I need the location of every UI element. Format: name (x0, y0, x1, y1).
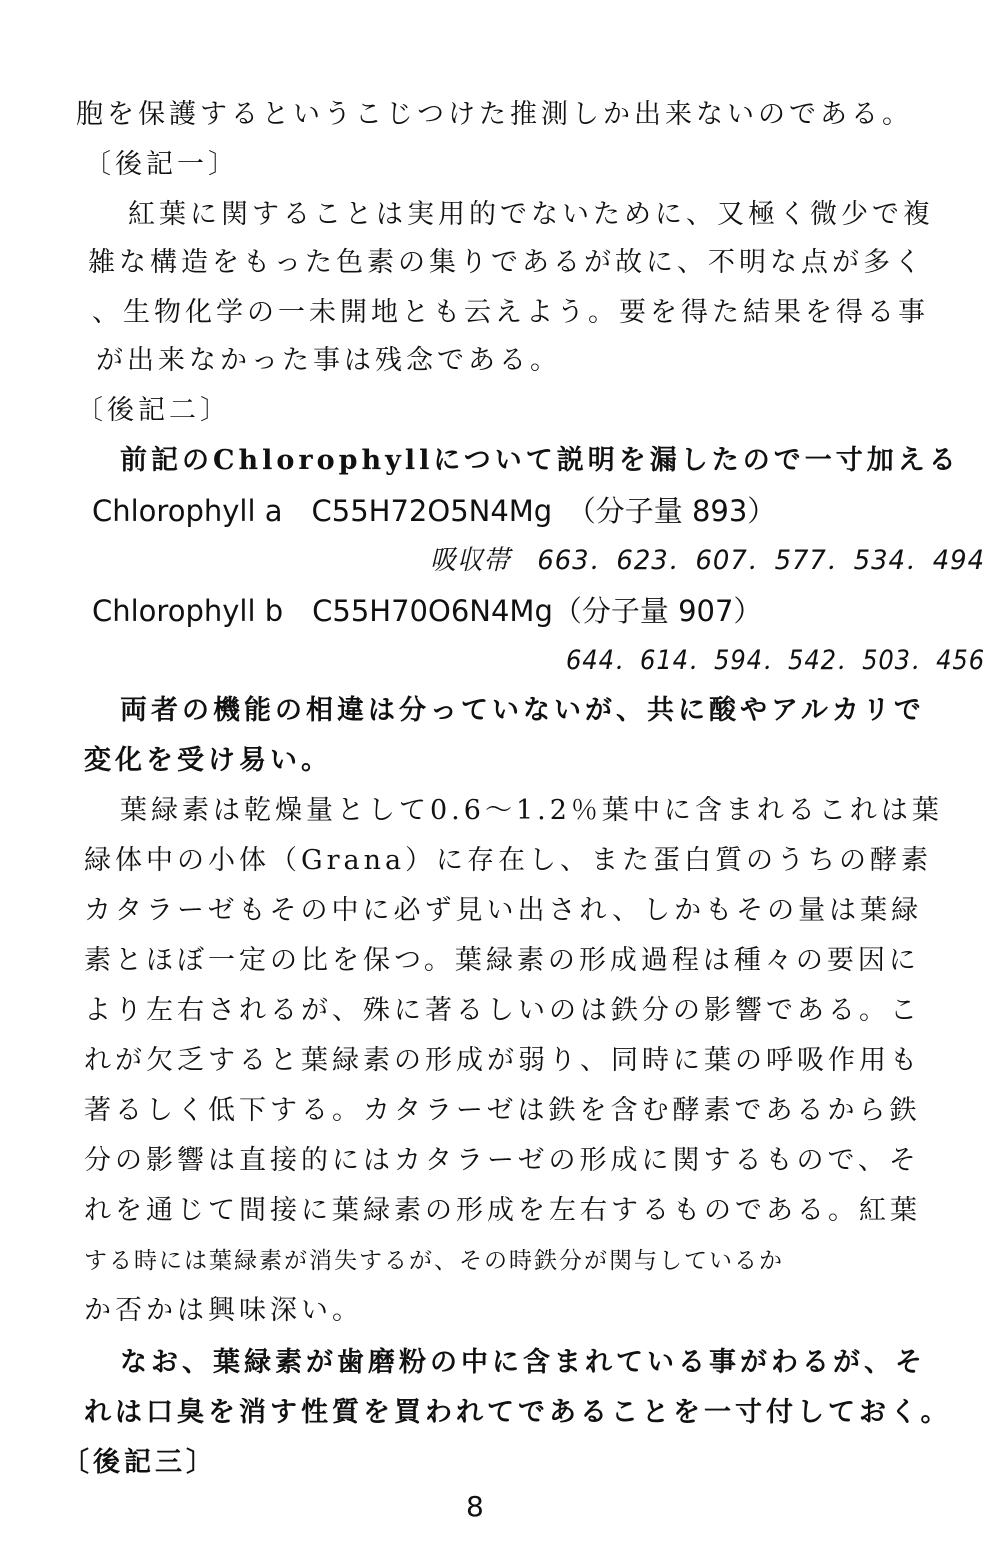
text-line-4: 雑な構造をもった色素の集りであるが故に、不明な点が多く (88, 247, 925, 278)
text-line-23: れを通じて間接に葉緑素の形成を左右するものである。紅葉 (84, 1195, 921, 1226)
text-line-8: 前記のChlorophyllについて説明を漏したので一寸加える (120, 445, 960, 476)
text-line-5: 、生物化学の一未開地とも云えよう。要を得た結果を得る事 (92, 297, 929, 328)
text-line-24: する時には葉緑素が消失するが、その時鉄分が関与しているか (84, 1248, 784, 1274)
text-line-16: 緑体中の小体（Grana）に存在し、また蛋白質のうちの酵素 (84, 845, 933, 876)
section-heading-postscript-2: 〔後記二〕 (76, 395, 231, 426)
chlorophyll-a-formula: Chlorophyll a C55H72O5N4Mg （分子量 893） (92, 494, 777, 528)
section-heading-postscript-1: 〔後記一〕 (84, 149, 239, 180)
text-line-18: 素とほぼ一定の比を保つ。葉緑素の形成過程は種々の要因に (84, 945, 920, 976)
page-number: 8 (466, 1490, 484, 1523)
absorption-band-b: 644．614．594．542．503．456 (566, 645, 985, 676)
text-line-17: カタラーゼもその中に必ず見い出され、しかもその量は葉緑 (84, 895, 923, 926)
chlorophyll-b-formula: Chlorophyll b C55H70O6N4Mg（分子量 907） (92, 594, 763, 628)
text-line-21: 著るしく低下する。カタラーゼは鉄を含む酵素であるから鉄 (84, 1095, 921, 1126)
text-line-19: より左右されるが、殊に著るしいのは鉄分の影響である。こ (84, 995, 921, 1026)
text-line-27: れは口臭を消す性質を買われてであることを一寸付しておく。 (84, 1397, 952, 1428)
section-heading-postscript-3: 〔後記三〕 (62, 1447, 217, 1478)
text-line-14: 変化を受け易い。 (84, 745, 332, 776)
text-line-15: 葉緑素は乾燥量として0.6～1.2％葉中に含まれるこれは葉 (120, 795, 943, 826)
absorption-band-a: 吸収帯 663．623．607．577．534．494 (430, 545, 985, 576)
text-line-13: 両者の機能の相違は分っていないが、共に酸やアルカリで (120, 695, 925, 726)
text-line-20: れが欠乏すると葉緑素の形成が弱り、同時に葉の呼吸作用も (84, 1045, 921, 1076)
text-line-22: 分の影響は直接的にはカタラーゼの形成に関するもので、そ (84, 1145, 920, 1176)
text-line-1: 胞を保護するというこじつけた推測しか出来ないのである。 (76, 99, 913, 130)
text-line-25: か否かは興味深い。 (84, 1295, 363, 1326)
text-line-6: が出来なかった事は残念である。 (96, 345, 561, 376)
text-line-3: 紅葉に関することは実用的でないために、又極く微少で複 (128, 199, 934, 230)
text-line-26: なお、葉緑素が歯磨粉の中に含まれている事がわるが、そ (120, 1347, 926, 1378)
